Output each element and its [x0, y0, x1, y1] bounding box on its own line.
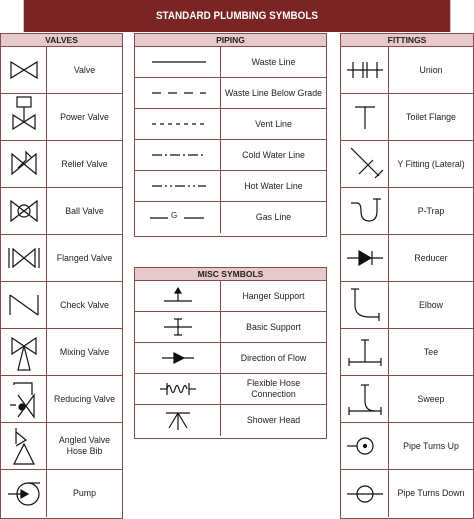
symbol-label: Sweep — [417, 393, 445, 404]
reducing-valve-icon — [1, 376, 47, 422]
symbol-row-toilet-flange — [341, 94, 473, 141]
symbol-row-elbow — [341, 282, 473, 329]
valves-column — [0, 33, 123, 519]
symbol-row-waste-line-below-grade — [135, 78, 326, 109]
symbol-row-valve — [1, 47, 122, 94]
direction-of-flow-icon — [135, 343, 221, 373]
symbol-row-waste-line — [135, 47, 326, 78]
cold-water-line-icon — [135, 140, 221, 170]
symbol-row-tee — [341, 329, 473, 376]
flanged-valve-icon — [1, 235, 47, 281]
flexible-hose-connection-icon — [135, 374, 221, 404]
symbol-row-relief-valve — [1, 141, 122, 188]
symbol-row-reducer — [341, 235, 473, 282]
waste-line-below-grade-icon — [135, 78, 221, 108]
hanger-support-icon — [135, 281, 221, 311]
symbol-row-flanged-valve — [1, 235, 122, 282]
piping-heading: PIPING — [135, 34, 326, 47]
symbol-row-union — [341, 47, 473, 94]
p-trap-icon — [341, 188, 389, 234]
pipe-turns-up-icon — [341, 423, 389, 469]
symbol-row-y-fitting — [341, 141, 473, 188]
union-icon — [341, 47, 389, 93]
symbol-label: Cold Water Line — [242, 149, 305, 160]
symbol-label: Waste Line Below Grade — [225, 87, 322, 98]
toilet-flange-icon — [341, 94, 389, 140]
symbol-label: Reducing Valve — [54, 393, 115, 404]
symbol-label: P-Trap — [417, 205, 445, 216]
symbol-label: Valve — [73, 64, 96, 75]
mixing-valve-icon — [1, 329, 47, 375]
misc-heading: MISC SYMBOLS — [135, 268, 326, 281]
symbol-row-cold-water-line — [135, 140, 326, 171]
symbol-label: Basic Support — [246, 321, 301, 332]
angled-valve-hose-bib-icon — [1, 423, 47, 469]
elbow-icon — [341, 282, 389, 328]
valve-icon — [1, 47, 47, 93]
symbol-label: Waste Line — [251, 56, 296, 67]
symbol-label: Pipe Turns Down — [397, 488, 465, 498]
symbol-row-mixing-valve — [1, 329, 122, 376]
symbol-label: Relief Valve — [61, 158, 108, 169]
symbol-row-pipe-turns-down — [341, 470, 473, 517]
symbol-label: Hot Water Line — [244, 180, 303, 191]
hot-water-line-icon — [135, 171, 221, 201]
symbol-label: Toilet Flange — [406, 111, 456, 122]
symbol-row-reducing-valve — [1, 376, 122, 423]
symbol-label: Ball Valve — [65, 205, 104, 216]
symbol-row-hanger-support — [135, 281, 326, 312]
symbol-row-ball-valve — [1, 188, 122, 235]
symbol-label: Angled Valve Hose Bib — [58, 435, 111, 456]
symbol-label: Mixing Valve — [59, 346, 110, 357]
ball-valve-icon — [1, 188, 47, 234]
tee-icon — [341, 329, 389, 375]
symbol-label: Check Valve — [60, 299, 109, 310]
symbol-label: Vent Line — [255, 118, 292, 129]
symbol-row-angled-valve-hose-bib — [1, 423, 122, 470]
symbol-row-flexible-hose-connection — [135, 374, 326, 405]
fittings-heading: FITTINGS — [341, 34, 473, 47]
symbol-label: Reducer — [414, 252, 448, 263]
symbol-label: Pipe Turns Up — [403, 440, 459, 451]
pipe-turns-down-icon — [341, 470, 389, 517]
symbol-row-direction-of-flow — [135, 343, 326, 374]
symbol-row-pipe-turns-up — [341, 423, 473, 470]
symbol-row-check-valve — [1, 282, 122, 329]
symbol-label: Power Valve — [60, 111, 109, 122]
symbol-label: Elbow — [419, 299, 443, 310]
pump-icon — [1, 470, 47, 517]
symbol-row-hot-water-line — [135, 171, 326, 202]
gas-line-icon — [135, 202, 221, 233]
symbol-label: Flexible Hose Connection — [246, 378, 301, 399]
waste-line-icon — [135, 47, 221, 77]
symbol-row-basic-support — [135, 312, 326, 343]
gas-line-symbol-text: G — [171, 211, 178, 220]
shower-head-icon — [135, 405, 221, 436]
reducer-icon — [341, 235, 389, 281]
valves-heading: VALVES — [1, 34, 122, 47]
symbol-label: Pump — [73, 488, 96, 498]
symbol-row-gas-line — [135, 202, 326, 233]
symbol-row-shower-head — [135, 405, 326, 436]
symbol-label: Flanged Valve — [56, 252, 113, 263]
sweep-icon — [341, 376, 389, 422]
symbol-label: Direction of Flow — [240, 352, 307, 363]
misc-column — [134, 267, 327, 439]
symbol-row-power-valve — [1, 94, 122, 141]
power-valve-icon — [1, 94, 47, 140]
page-title: STANDARD PLUMBING SYMBOLS — [24, 0, 451, 32]
symbol-label: Union — [419, 64, 443, 75]
symbol-label: Shower Head — [246, 415, 301, 425]
symbol-label: Y Fitting (Lateral) — [397, 158, 465, 169]
symbol-row-vent-line — [135, 109, 326, 140]
symbol-row-sweep — [341, 376, 473, 423]
basic-support-icon — [135, 312, 221, 342]
vent-line-icon — [135, 109, 221, 139]
y-fitting-icon — [341, 141, 389, 187]
check-valve-icon — [1, 282, 47, 328]
symbol-row-pump — [1, 470, 122, 517]
symbol-row-p-trap — [341, 188, 473, 235]
fittings-column — [340, 33, 474, 519]
symbol-label: Gas Line — [255, 212, 292, 222]
relief-valve-icon — [1, 141, 47, 187]
symbol-label: Hanger Support — [242, 290, 305, 301]
symbol-label: Tee — [423, 346, 439, 357]
piping-column — [134, 33, 327, 237]
